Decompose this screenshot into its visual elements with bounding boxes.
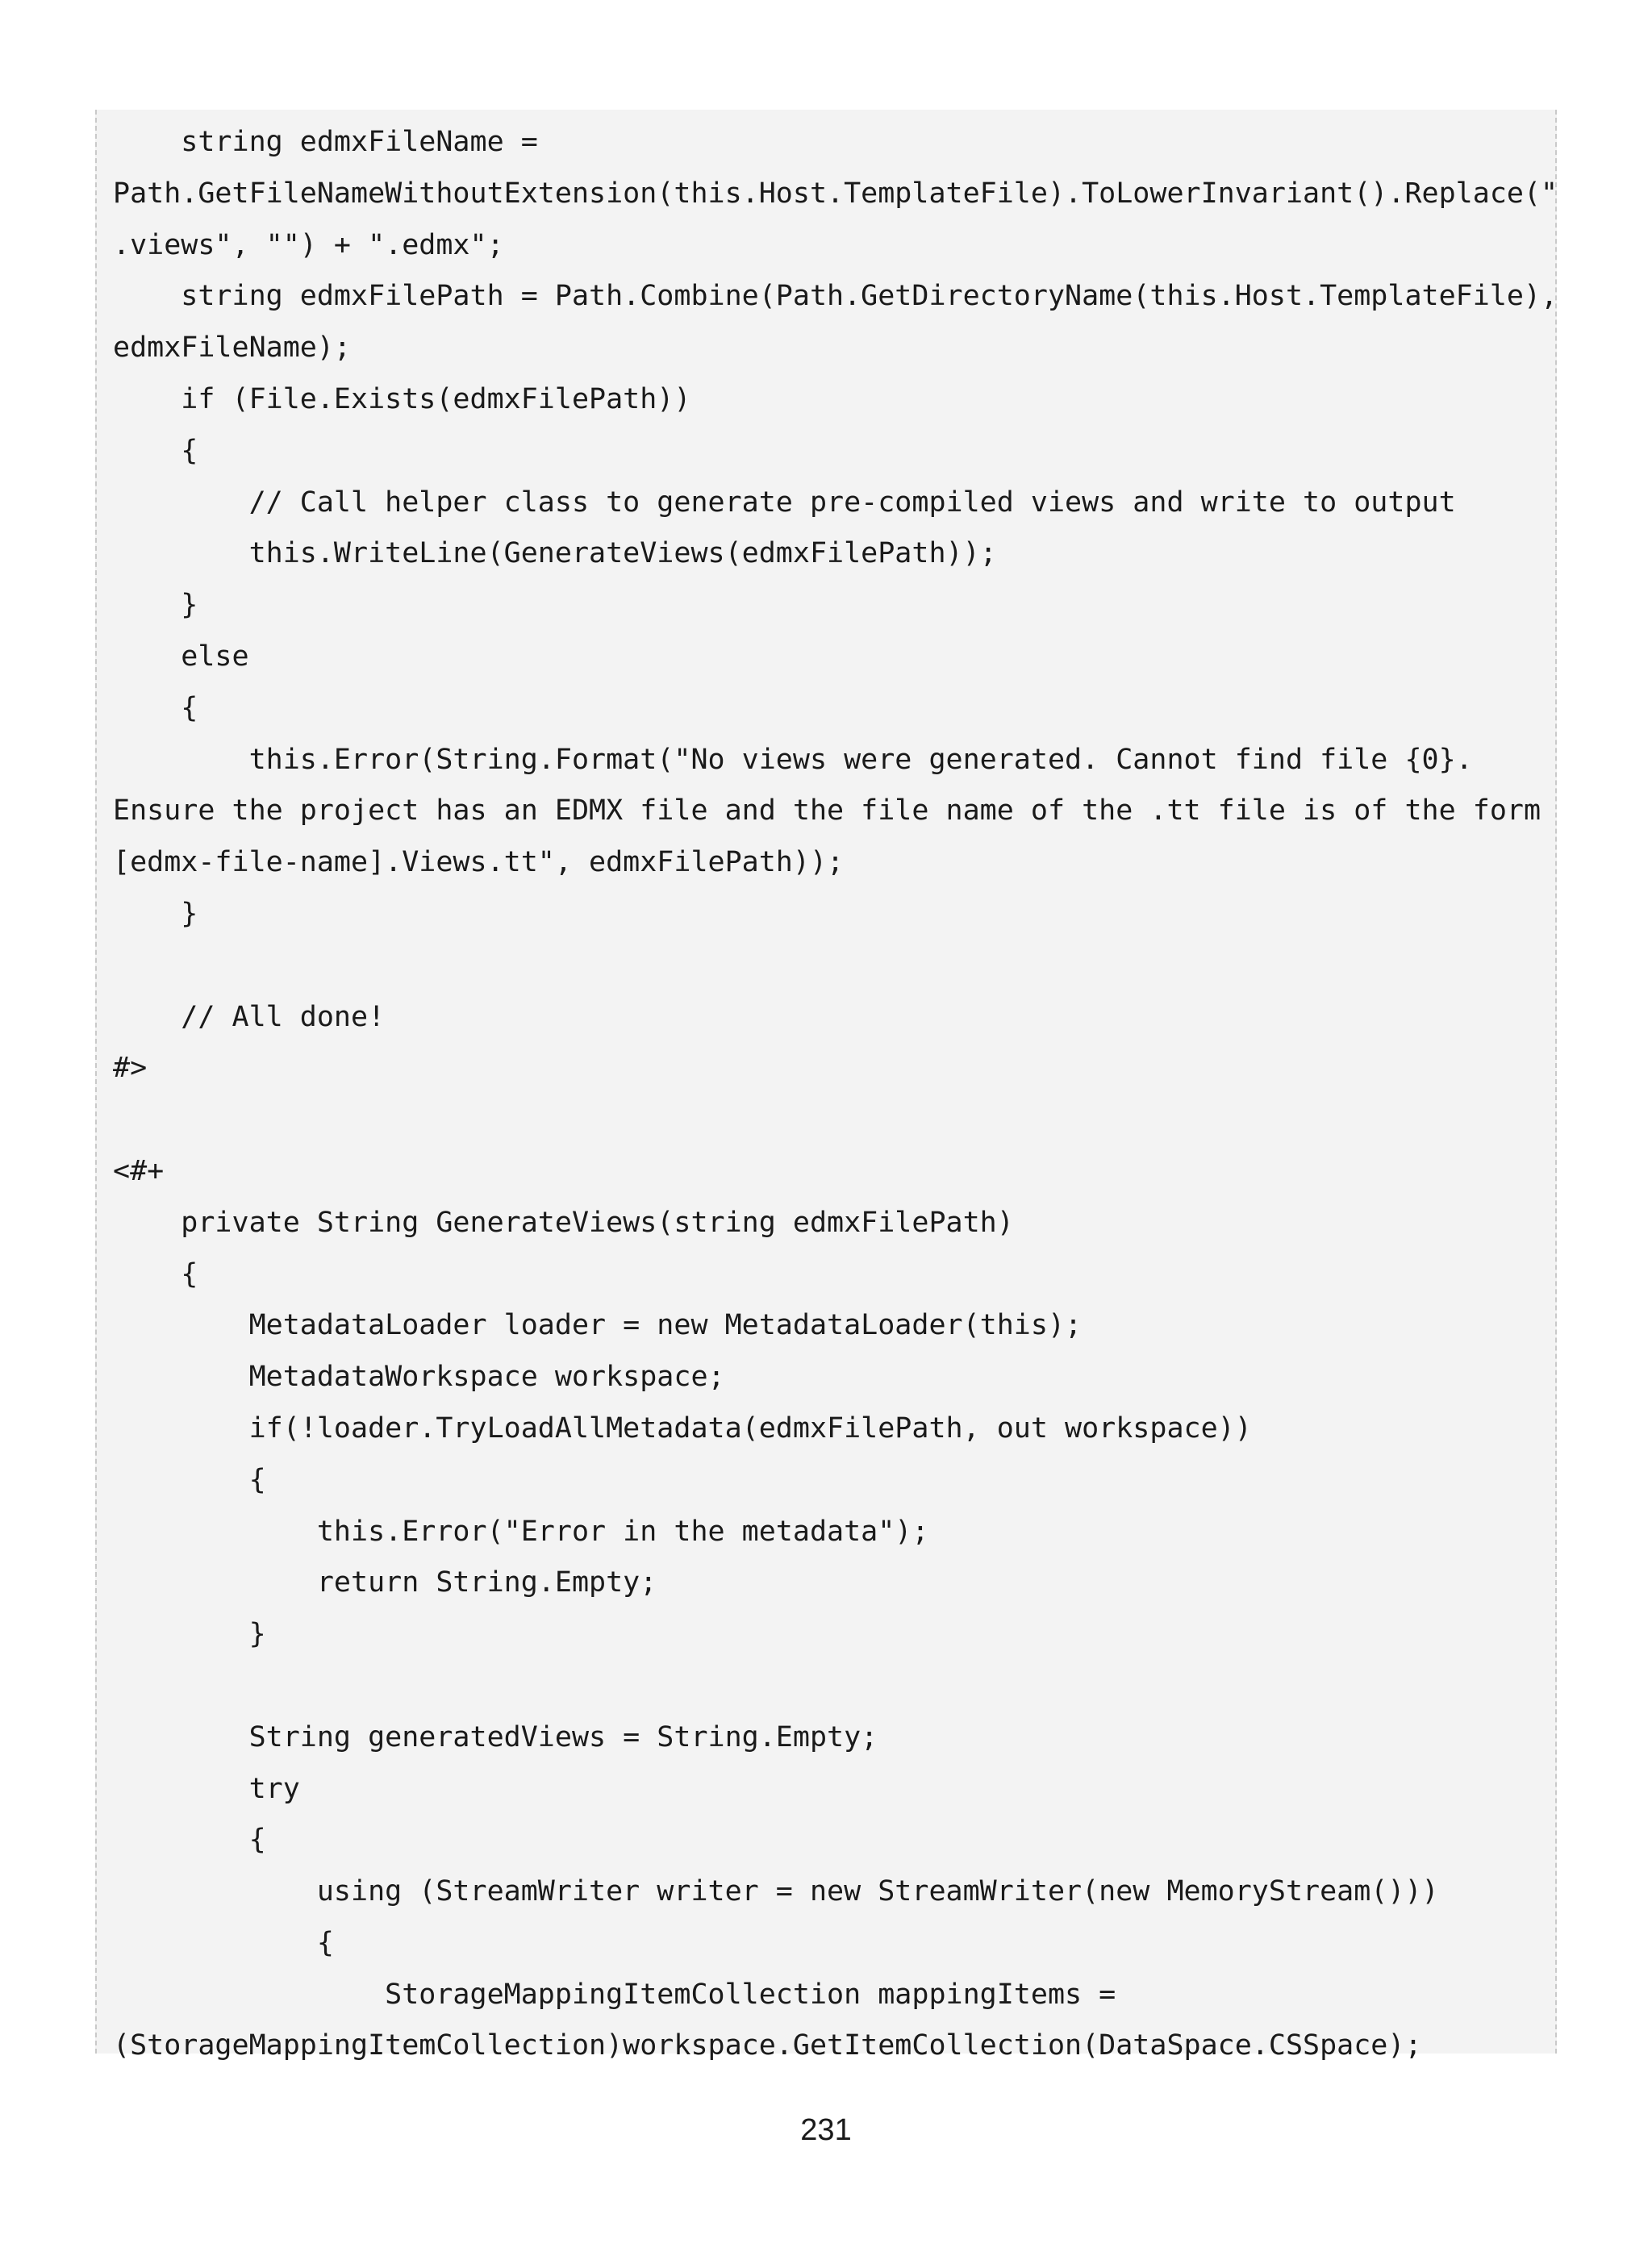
code-line: { xyxy=(113,1824,266,1857)
code-line xyxy=(113,1661,1558,1712)
code-line: string edmxFileName = xyxy=(113,126,538,158)
code-line: edmxFileName); xyxy=(113,331,352,365)
code-line xyxy=(113,940,1558,992)
code-line: Ensure the project has an EDMX file and the file name of the .tt file is of the form xyxy=(113,794,1541,828)
code-line: StorageMappingItemCollection mappingItems = xyxy=(113,1978,1116,2011)
code-line: { xyxy=(113,1463,266,1496)
code-line: { xyxy=(113,1926,334,1959)
code-line: String generatedViews = String.Empty; xyxy=(113,1720,878,1753)
code-line: using (StreamWriter writer = new StreamWriter(new MemoryStream())) xyxy=(113,1875,1439,1908)
code-line: MetadataLoader loader = new MetadataLoader(this); xyxy=(113,1309,1083,1342)
page-number: 231 xyxy=(800,2113,852,2147)
code-line: else xyxy=(113,640,249,673)
code-line xyxy=(113,1095,1558,1146)
code-line: { xyxy=(113,434,198,467)
code-line: } xyxy=(113,1618,266,1651)
code-line: } xyxy=(113,589,198,622)
code-listing xyxy=(113,117,1558,2072)
code-line: // Call helper class to generate pre-compiled views and write to output xyxy=(113,486,1456,519)
code-line: [edmx-file-name].Views.tt", edmxFilePath)); xyxy=(113,846,845,879)
code-line: string edmxFilePath = Path.Combine(Path.GetDirectoryName(this.Host.TemplateFile), xyxy=(113,280,1558,313)
code-line: { xyxy=(113,1257,198,1291)
code-line: try xyxy=(113,1772,300,1805)
code-line: return String.Empty; xyxy=(113,1566,657,1599)
code-line: if (File.Exists(edmxFilePath)) xyxy=(113,382,691,415)
code-line: Path.GetFileNameWithoutExtension(this.Host.TemplateFile).ToLowerInvariant().Replace(" xyxy=(113,177,1558,210)
code-line: this.Error("Error in the metadata"); xyxy=(113,1515,929,1548)
code-line: this.WriteLine(GenerateViews(edmxFilePath)); xyxy=(113,537,997,570)
code-line: { xyxy=(113,691,198,724)
code-line: #> xyxy=(113,1052,148,1085)
code-line: .views", "") + ".edmx"; xyxy=(113,228,504,261)
code-line: private String GenerateViews(string edmxFilePath) xyxy=(113,1206,1014,1239)
code-line: if(!loader.TryLoadAllMetadata(edmxFilePath, out workspace)) xyxy=(113,1411,1252,1445)
code-line: <#+ xyxy=(113,1154,165,1187)
code-line: this.Error(String.Format("No views were generated. Cannot find file {0}. xyxy=(113,743,1473,776)
code-line: (StorageMappingItemCollection)workspace.GetItemCollection(DataSpace.CSSpace); xyxy=(113,2029,1422,2062)
code-line: } xyxy=(113,897,198,930)
code-line: // All done! xyxy=(113,1000,386,1033)
code-line: MetadataWorkspace workspace; xyxy=(113,1361,725,1394)
